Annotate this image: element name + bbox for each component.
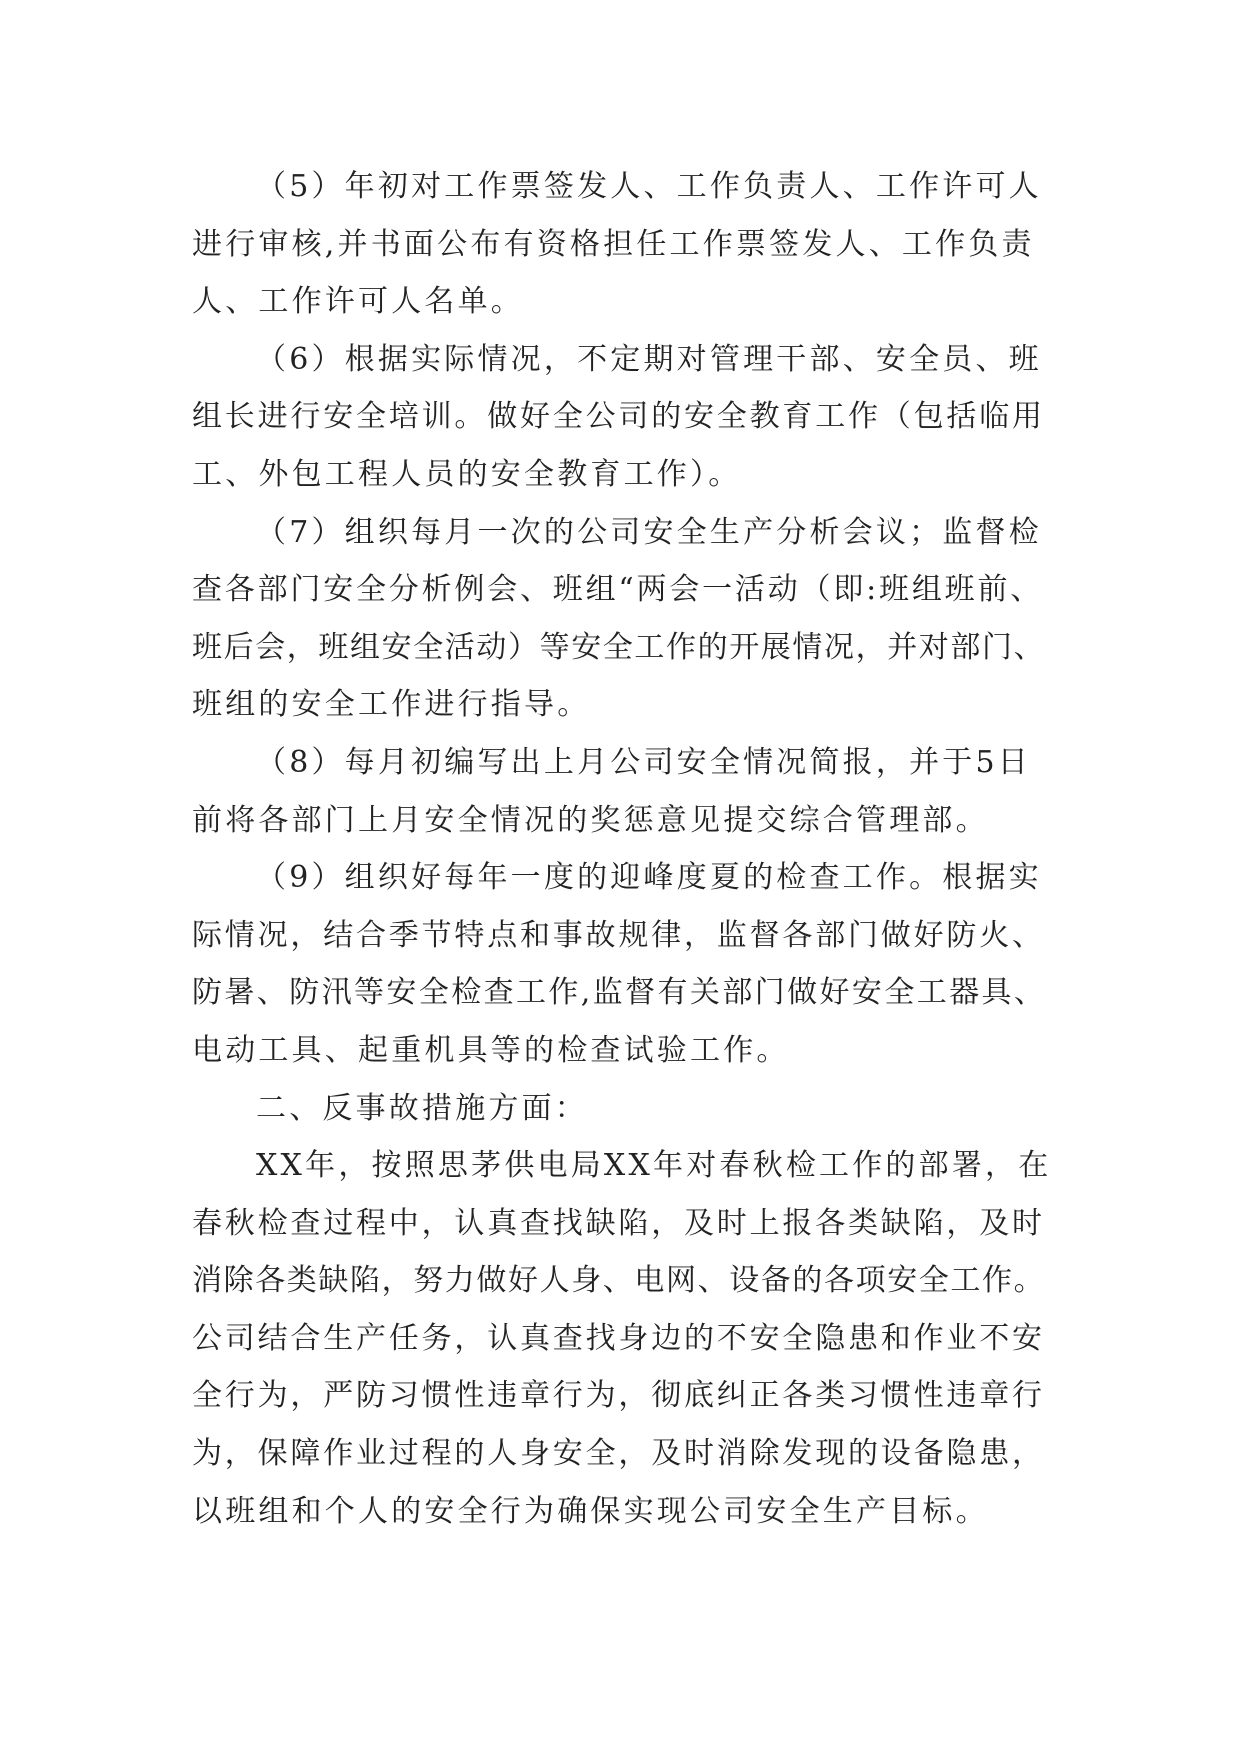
paragraph-6-line-1: （6）根据实际情况，不定期对管理干部、安全员、班 [256, 341, 1042, 377]
paragraph-5-line-2: 进行审核,并书面公布有资格担任工作票签发人、工作负责 [192, 226, 1035, 262]
paragraph-7-line-1: （7）组织每月一次的公司安全生产分析会议；监督检 [256, 514, 1042, 550]
paragraph-6-line-2: 组长进行安全培训。做好全公司的安全教育工作（包括临用 [192, 399, 1045, 435]
section-body-line-4: 公司结合生产任务，认真查找身边的不安全隐患和作业不安 [192, 1320, 1045, 1356]
document-body [192, 158, 1052, 1540]
paragraph-8-line-1: （8）每月初编写出上月公司安全情况简报，并于5日 [256, 744, 1031, 780]
section-heading: 二、反事故措施方面： [256, 1090, 588, 1126]
section-body-line-6: 为，保障作业过程的人身安全，及时消除发现的设备隐患， [192, 1436, 1045, 1472]
paragraph-5-line-1: （5）年初对工作票签发人、工作负责人、工作许可人 [256, 169, 1042, 204]
paragraph-7-line-4: 班组的安全工作进行指导。 [192, 687, 591, 723]
paragraph-6-line-3: 工、外包工程人员的安全教育工作）。 [192, 456, 742, 492]
paragraph-9-line-2: 际情况，结合季节特点和事故规律，监督各部门做好防火、 [192, 917, 1045, 953]
paragraph-5-line-3: 人、工作许可人名单。 [192, 284, 524, 320]
paragraph-9-line-1: （9）组织好每年一度的迎峰度夏的检查工作。根据实 [256, 860, 1042, 896]
section-body-line-7: 以班组和个人的安全行为确保实现公司安全生产目标。 [192, 1493, 989, 1529]
paragraph-8-line-2: 前将各部门上月安全情况的奖惩意见提交综合管理部。 [192, 802, 989, 838]
paragraph-7-line-2: 查各部门安全分析例会、班组“两会一活动（即:班组班前、 [192, 572, 1044, 608]
section-body-line-2: 春秋检查过程中，认真查找缺陷，及时上报各类缺陷，及时 [192, 1205, 1045, 1241]
paragraph-9-line-3: 防暑、防汛等安全检查工作,监督有关部门做好安全工器具、 [192, 975, 1047, 1011]
section-body-line-3: 消除各类缺陷，努力做好人身、电网、设备的各项安全工作。 [192, 1263, 1046, 1299]
section-body-line-5: 全行为，严防习惯性违章行为，彻底纠正各类习惯性违章行 [192, 1378, 1045, 1414]
section-body-line-1: XX年，按照思茅供电局XX年对春秋检工作的部署，在 [256, 1148, 1052, 1184]
paragraph-7-line-3: 班后会，班组安全活动）等安全工作的开展情况，并对部门、 [192, 629, 1046, 665]
paragraph-9-line-4: 电动工具、起重机具等的检查试验工作。 [192, 1032, 790, 1068]
